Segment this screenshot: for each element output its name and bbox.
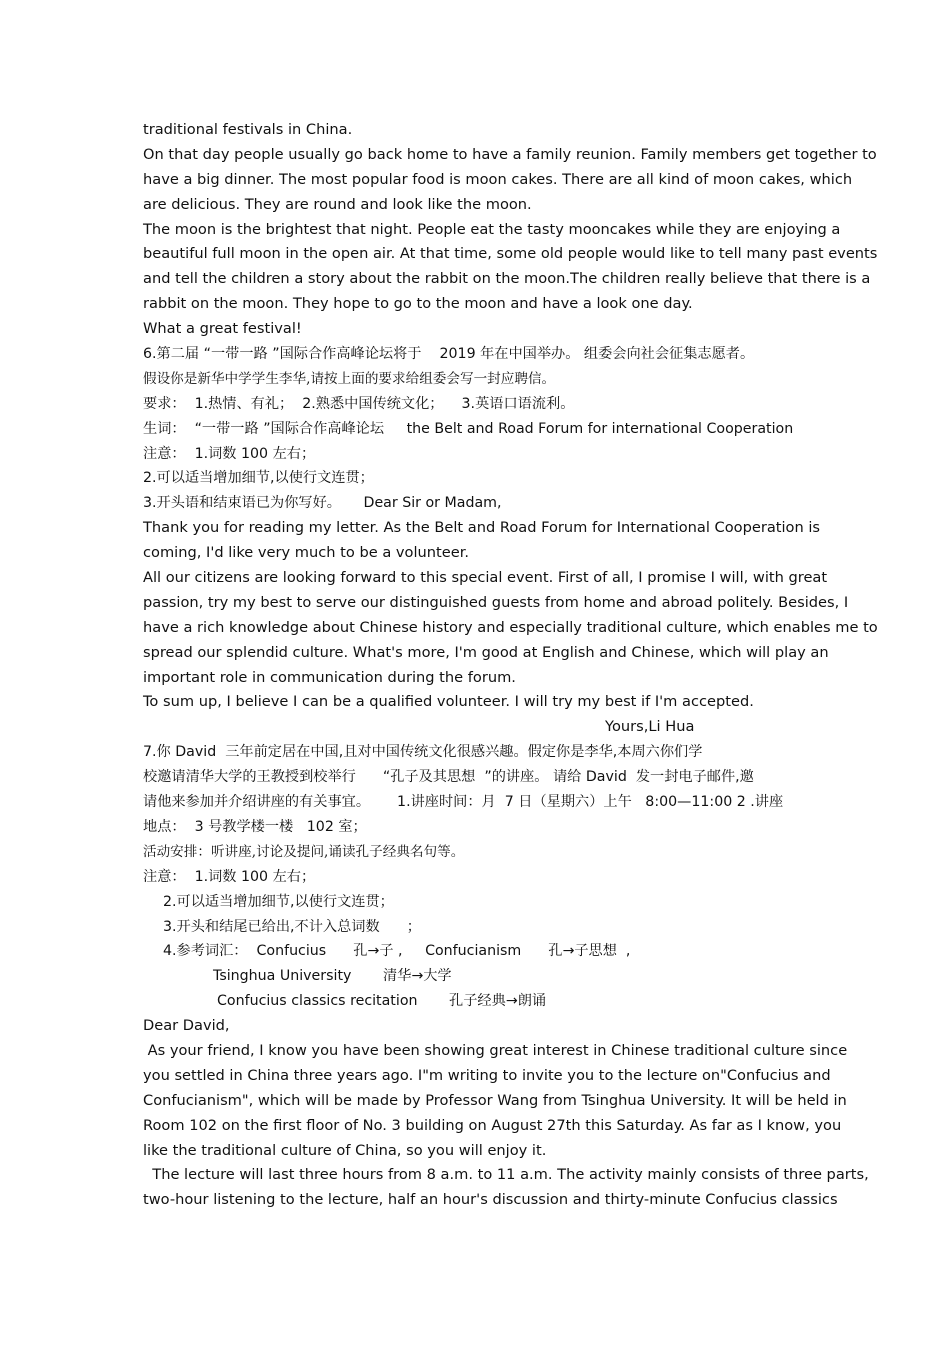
text-line: On that day people usually go back home to have a family reunion. Family members get together to (143, 145, 877, 163)
text-line: coming, I'd like very much to be a volunteer. (143, 544, 470, 562)
text-line: 3.开头和结尾已给出,不计入总词数 ； (163, 918, 421, 935)
text-line: Confucianism", which will be made by Professor Wang from Tsinghua University. It will be held in (143, 1091, 847, 1109)
text-line: The lecture will last three hours from 8 a.m. to 11 a.m. The activity mainly consists of three parts, (143, 1166, 869, 1184)
text-line: 地点： 3 号教学楼一楼 102 室； (143, 818, 367, 835)
text-line: 要求： 1.热情、有礼； 2.熟悉中国传统文化； 3.英语口语流利。 (143, 395, 575, 412)
text-line: Confucius classics recitation 孔子经典→朗诵 (217, 993, 547, 1010)
text-line: Room 102 on the first floor of No. 3 building on August 27th this Saturday. As far as I know, you (143, 1116, 842, 1134)
question-6-heading: 6.第二届 “一带一路 ”国际合作高峰论坛将于 2019 年在中国举办。 组委会向社会征集志愿者。 (143, 346, 755, 363)
text-line: Thank you for reading my letter. As the Belt and Road Forum for International Cooperation is (143, 519, 821, 537)
text-line: traditional festivals in China. (143, 121, 353, 138)
text-line: are delicious. They are round and look like the moon. (143, 195, 532, 213)
text-line: 注意： 1.词数 100 左右； (143, 868, 316, 885)
text-line: beautiful full moon in the open air. At that time, some old people would like to tell many past events (143, 245, 878, 263)
text-line: 校邀请清华大学的王教授到校举行 “孔子及其思想 ”的讲座。 请给 David 发一封电子邮件,邀 (143, 769, 754, 786)
text-line: The moon is the brightest that night. People eat the tasty mooncakes while they are enjoying a (143, 220, 841, 238)
text-line: spread our splendid culture. What's more, I'm good at English and Chinese, which will play an (143, 643, 829, 661)
document-body (143, 118, 913, 1213)
text-line: What a great festival! (143, 320, 302, 338)
text-line: 请他来参加并介绍讲座的有关事宜。 1.讲座时间：月 7 日（星期六）上午 8:00—11:00 2 .讲座 (143, 794, 784, 811)
letter-signature: Yours,Li Hua (605, 718, 695, 736)
text-line: have a rich knowledge about Chinese history and especially traditional culture, which enables me to (143, 618, 878, 636)
text-line: 生词： “一带一路 ”国际合作高峰论坛 the Belt and Road Forum for international Cooperation (143, 420, 794, 437)
text-line: two-hour listening to the lecture, half an hour's discussion and thirty-minute Confucius classics (143, 1191, 838, 1209)
text-line: 注意： 1.词数 100 左右； (143, 445, 316, 462)
text-line: As your friend, I know you have been showing great interest in Chinese traditional culture since (143, 1041, 848, 1059)
text-line: All our citizens are looking forward to this special event. First of all, I promise I will, with great (143, 569, 828, 587)
text-line: 假设你是新华中学学生李华,请按上面的要求给组委会写一封应聘信。 (143, 370, 556, 387)
text-line: 2.可以适当增加细节,以使行文连贯； (143, 470, 374, 487)
text-line: you settled in China three years ago. I"m writing to invite you to the lecture on"Confucius and (143, 1066, 831, 1084)
text-line: To sum up, I believe I can be a qualified volunteer. I will try my best if I'm accepted. (143, 693, 754, 711)
text-line: and tell the children a story about the rabbit on the moon.The children really believe that there is a (143, 270, 871, 288)
text-line: 活动安排：听讲座,讨论及提问,诵读孔子经典名句等。 (143, 843, 465, 860)
question-7-heading: 7.你 David 三年前定居在中国,且对中国传统文化很感兴趣。假定你是李华,本周六你们学 (143, 744, 703, 761)
text-line: Tsinghua University 清华→大学 (213, 968, 452, 985)
text-line: important role in communication during the forum. (143, 668, 516, 686)
text-line: 2.可以适当增加细节,以使行文连贯； (163, 893, 394, 910)
text-line: 3.开头语和结束语已为你写好。 Dear Sir or Madam, (143, 495, 502, 512)
text-line: passion, try my best to serve our distinguished guests from home and abroad politely. Besides, I (143, 593, 849, 611)
email-greeting: Dear David, (143, 1017, 230, 1035)
text-line: rabbit on the moon. They hope to go to the moon and have a look one day. (143, 295, 693, 313)
text-line: like the traditional culture of China, so you will enjoy it. (143, 1141, 547, 1159)
text-line: 4.参考词汇： Confucius 孔→子 , Confucianism 孔→子思想 , (163, 943, 631, 960)
text-line: have a big dinner. The most popular food is moon cakes. There are all kind of moon cakes, which (143, 170, 853, 188)
